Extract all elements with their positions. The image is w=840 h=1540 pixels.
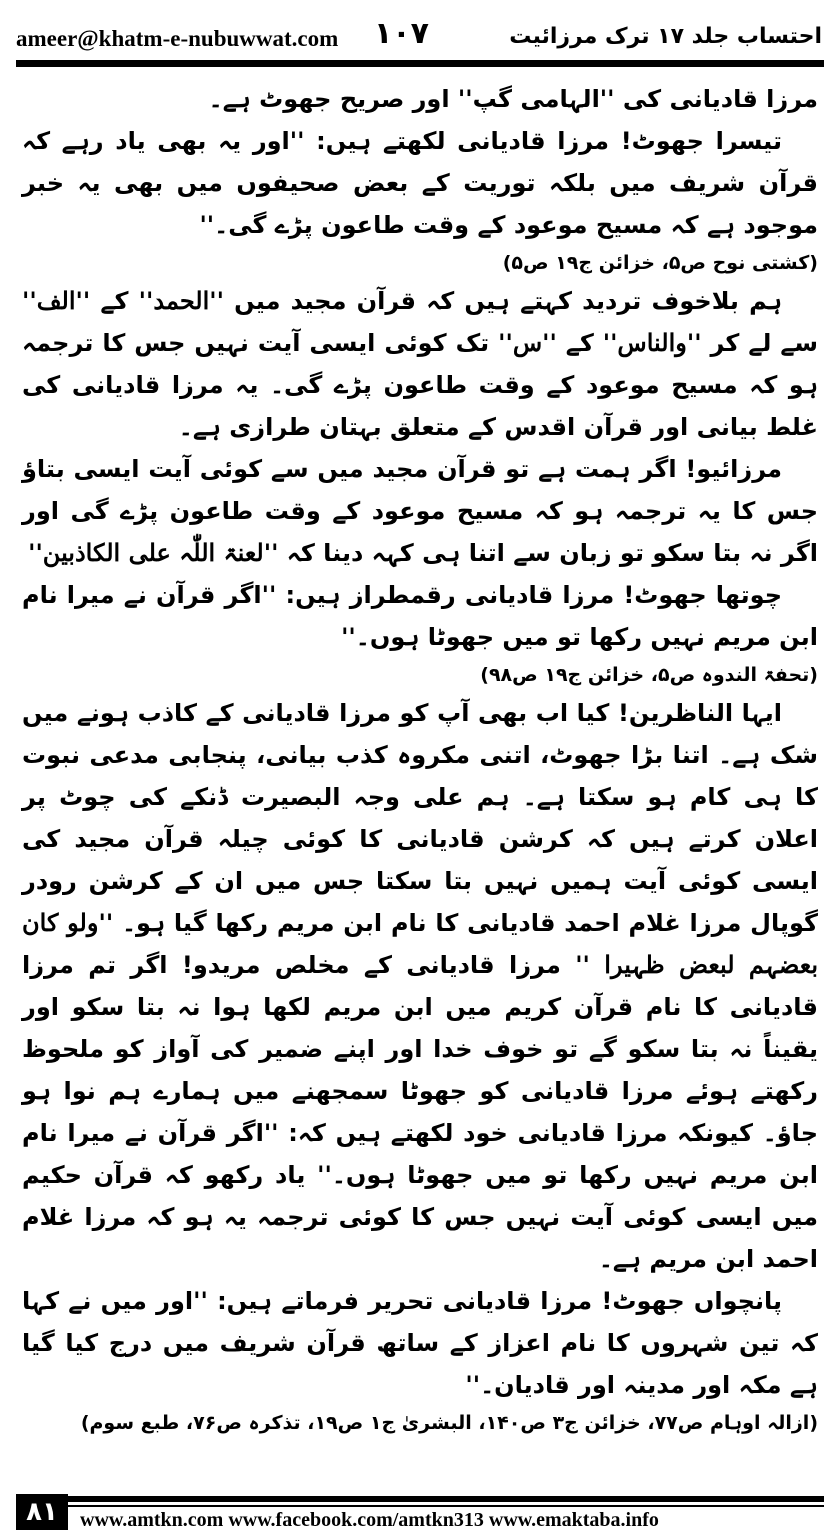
p3-wannas: والناس: [617, 328, 687, 357]
p3-text-b: '' کے '': [75, 287, 154, 315]
p4-text-a: مرزائیو! اگر ہمت ہے تو قرآن مجید میں سے کوئی آیت ایسی بتاؤ جس کا یہ ترجمہ ہو کہ مسیح موعود کے وقت طاعون پڑے گی اور اگر نہ بتا سکو تو زبان سے اتنا ہی کہہ دینا کہ '': [22, 455, 819, 567]
p6-arabic-verse: ولو کان بعضہم لبعض ظہیرا: [22, 908, 819, 979]
p3-alif: الف: [36, 286, 76, 315]
paragraph-quran-claim: [22, 280, 818, 448]
paragraph-1: مرزا قادیانی کی ''الہامی گپ'' اور صریح جھوٹ ہے۔: [208, 85, 818, 113]
header-rule: [16, 60, 824, 67]
p6-text-a: کیا اب بھی آپ کو مرزا قادیانی کے کاذب ہونے میں شک ہے۔ اتنا بڑا جھوٹ، اتنی مکروہ کذب بیانی، پنجابی مدعی نبوت کا ہی کام ہو سکتا ہے۔ ہم علی وجہ البصیرت ڈنکے کی چوٹ پر اعلان کرتے ہیں کہ کرشن قادیانی کا کوئی چیلہ قرآن مجید کی ایسی کوئی آیت ہمیں نہیں بتا سکتا جس میں ان کے کرشن رودر گوپال مرزا غلام احمد قادیانی کا نام ابن مریم رکھا گیا ہو۔ '': [22, 699, 818, 937]
p3-alhamd: الحمد: [153, 286, 210, 315]
reference-tohfa-nadwa: (تحفۃ الندوہ ص۵، خزائن ج۱۹ ص۹۸): [480, 664, 818, 686]
p3-text-c: '' سے لے کر '': [22, 287, 819, 357]
p6-text-b: '' مرزا قادیانی کے مخلص مریدو! اگر تم مرزا قادیانی کا نام قرآن کریم میں ابن مریم لکھا ہوا نہ بتا سکو اور یقیناً نہ بتا سکو گے تو خوف خدا اور اپنے ضمیر کی آواز کو ملحوظ رکھتے ہوئے مرزا قادیانی کو جھوٹا سمجھنے میں ہمارے ہم نوا ہو جاؤ۔ کیونکہ مرزا قادیانی خود لکھتے ہیں کہ: ''اگر قرآن نے میرا نام ابن مریم نہیں رکھا تو میں جھوٹا ہوں۔'' یاد رکھو کہ قرآن حکیم میں ایسی کوئی آیت نہیں جس کا کوئی ترجمہ یہ ہو کہ مرزا غلام احمد ابن مریم ہے۔: [22, 951, 818, 1273]
page-footer: [16, 1494, 824, 1530]
page-body: [22, 78, 818, 1440]
page-header: [16, 12, 824, 56]
reference-izala-auham: (ازالہ اوہام ص۷۷، خزائن ج۳ ص۱۴۰، البشریٰ ج۱ ص۱۹، تذکرہ ص۷۶، طبع سوم): [80, 1412, 818, 1434]
header-page-number: ۱۰۷: [374, 16, 429, 51]
header-book-title: احتساب جلد ۱۷ ترک مرزائیت: [509, 24, 822, 49]
footer-rule-thin: [68, 1505, 824, 1507]
paragraph-ayyuhan-nazireen: [22, 692, 818, 1280]
paragraph-third-lie: تیسرا جھوٹ! مرزا قادیانی لکھتے ہیں: ''اور یہ بھی یاد رہے کہ قرآن شریف میں بلکہ توریت کے بعض صحیفوں میں بھی یہ خبر موجود ہے کہ مسیح موعود کے وقت طاعون پڑے گی۔'': [22, 127, 818, 239]
footer-page-number: ۸۱: [16, 1494, 68, 1530]
p3-text-e: '' تک کوئی ایسی آیت نہیں جس کا ترجمہ ہو کہ مسیح موعود کے وقت طاعون پڑے گی۔ یہ مرزا قادیانی کی غلط بیانی اور قرآن اقدس کے متعلق بہتان طرازی ہے۔: [22, 329, 818, 441]
footer-urls: www.amtkn.com www.facebook.com/amtkn313 www.emaktaba.info: [80, 1509, 659, 1531]
p3-seen: س: [512, 328, 543, 357]
header-email: ameer@khatm-e-nubuwwat.com: [16, 26, 339, 51]
p3-text-a: ہم بلاخوف تردید کہتے ہیں کہ قرآن مجید میں '': [209, 287, 783, 315]
paragraph-challenge: [22, 448, 818, 574]
reference-kashti-nooh: (کشتی نوح ص۵، خزائن ج۱۹ ص۵): [502, 252, 818, 274]
p4-text-b: '': [28, 539, 43, 567]
paragraph-fourth-lie: چوتھا جھوٹ! مرزا قادیانی رقمطراز ہیں: ''اگر قرآن نے میرا نام ابن مریم نہیں رکھا تو میں جھوٹا ہوں۔'': [22, 581, 818, 651]
p6-lead: ایہا الناظرین!: [617, 699, 782, 727]
p4-arabic-phrase: لعنۃ اللّٰہ علی الکاذبین: [42, 538, 264, 567]
p3-text-d: '' کے '': [542, 329, 618, 357]
footer-rule-thick: [68, 1496, 824, 1502]
paragraph-fifth-lie: پانچواں جھوٹ! مرزا قادیانی تحریر فرماتے ہیں: ''اور میں نے کہا کہ تین شہروں کا نام اعزاز کے ساتھ قرآن شریف میں درج کیا گیا ہے مکہ اور مدینہ اور قادیان۔'': [22, 1287, 818, 1399]
